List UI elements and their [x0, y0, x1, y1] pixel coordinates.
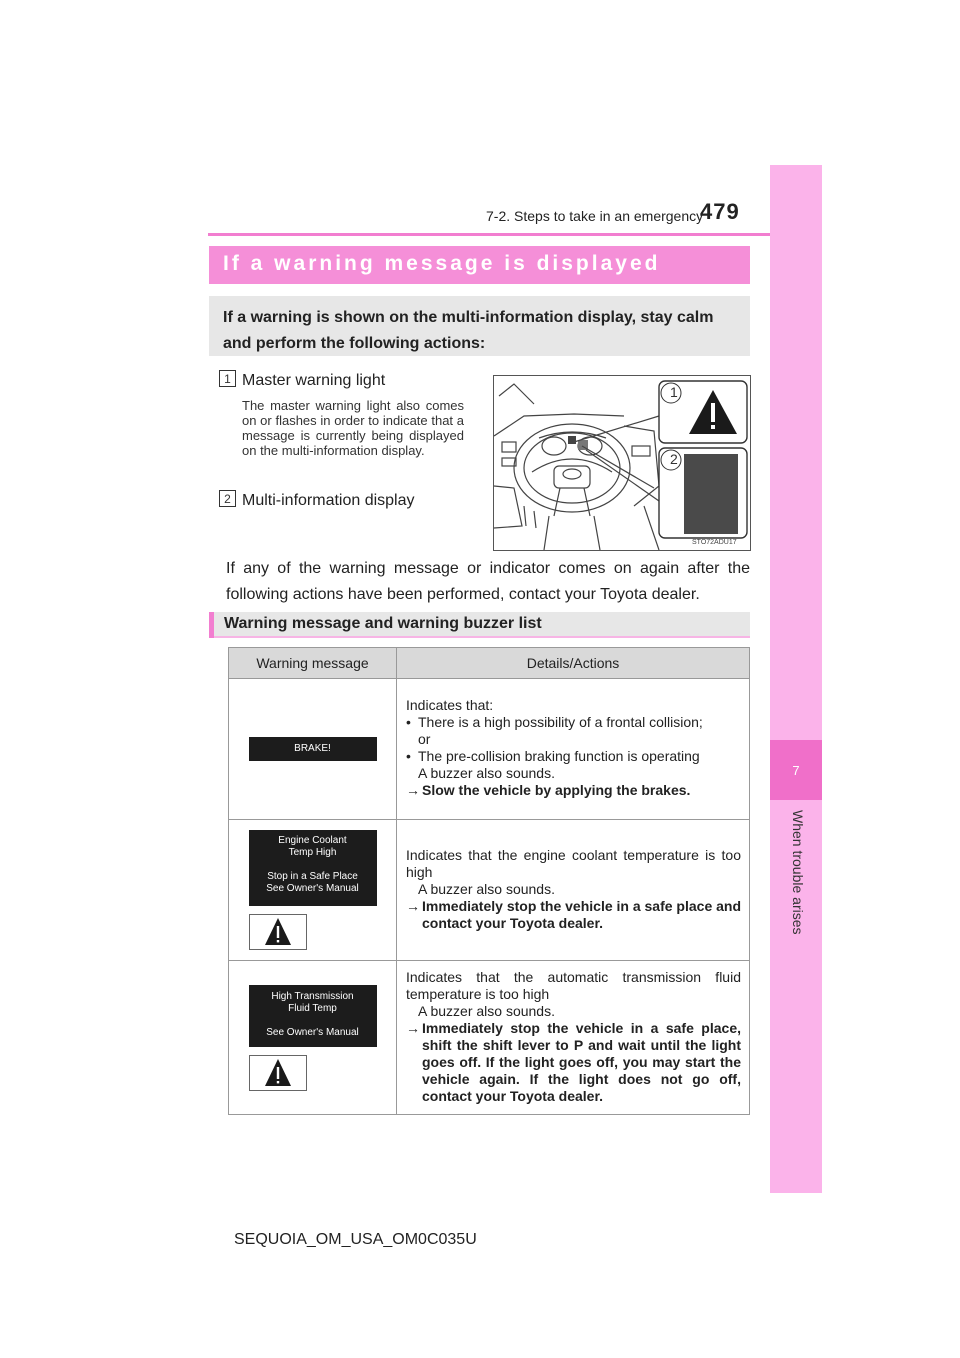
details-cell: [397, 820, 750, 961]
column-header: Warning message: [229, 648, 397, 679]
message-cell: [229, 679, 397, 820]
callout-number: 2: [670, 451, 678, 467]
message-line: Temp High: [288, 847, 337, 858]
arrow-icon: →: [406, 1019, 420, 1036]
message-line: See Owner's Manual: [266, 883, 359, 894]
column-header: Details/Actions: [397, 648, 750, 679]
message-cell: [229, 820, 397, 961]
message-cell: [229, 961, 397, 1115]
message-line: BRAKE!: [294, 743, 331, 754]
item-number-badge: 2: [219, 490, 236, 507]
message-line: Fluid Temp: [288, 1002, 337, 1014]
header-rule: [208, 233, 822, 236]
message-line: See Owner's Manual: [266, 1026, 359, 1038]
arrow-icon: →: [406, 782, 420, 798]
illustration-code: STO72ADU17: [692, 539, 737, 546]
buzzer-note: A buzzer also sounds.: [418, 880, 555, 897]
table-row: [229, 961, 750, 1115]
details-text: Indicates that the engine coolant temperature is too high: [406, 846, 741, 880]
dashboard-illustration: [493, 375, 751, 551]
section-label: 7-2. Steps to take in an emergency: [486, 208, 704, 224]
master-warning-icon: [249, 914, 307, 950]
document-code: SEQUOIA_OM_USA_OM0C035U: [234, 1231, 477, 1248]
chapter-title: When trouble arises: [790, 810, 806, 935]
details-intro: Indicates that:: [406, 697, 494, 713]
action-line: [406, 898, 741, 932]
details-cell: [397, 961, 750, 1115]
arrow-icon: →: [406, 897, 420, 914]
item-title: Multi-information display: [242, 492, 415, 509]
buzzer-note: A buzzer also sounds.: [418, 1002, 555, 1019]
bullet-continuation: or: [418, 731, 431, 747]
warning-message-display: [249, 737, 377, 761]
action-text: Slow the vehicle by applying the brakes.: [422, 782, 691, 798]
table-header-row: [229, 648, 750, 679]
buzzer-note: A buzzer also sounds.: [418, 765, 555, 781]
page-title: If a warning message is displayed: [209, 246, 750, 284]
item-description: The master warning light also comes on or flashes in order to indicate that a message is currently being displayed on the multi-information display.: [242, 398, 464, 458]
message-line: Stop in a Safe Place: [267, 871, 358, 882]
table-row: [229, 679, 750, 820]
table-row: [229, 820, 750, 961]
subheading: Warning message and warning buzzer list: [214, 612, 750, 638]
message-line: [251, 1015, 375, 1027]
page-number: 479: [700, 199, 740, 224]
intro-box: If a warning is shown on the multi-information display, stay calm and perform the following actions:: [209, 296, 750, 356]
warning-table: [228, 647, 750, 1115]
bullet-item: • The pre-collision braking function is operating: [406, 748, 700, 764]
chapter-number: 7: [770, 740, 822, 800]
bullet-text: The pre-collision braking function is operating: [418, 748, 700, 764]
body-paragraph: If any of the warning message or indicator comes on again after the following actions have been performed, contact your Toyota dealer.: [226, 560, 750, 603]
item-number-badge: 1: [219, 370, 236, 387]
message-line: High Transmission: [271, 990, 354, 1002]
warning-message-display: [249, 985, 377, 1047]
bullet-text: There is a high possibility of a frontal collision;: [418, 714, 703, 730]
action-text: Immediately stop the vehicle in a safe place, shift the shift lever to P and wait until the light goes off. If the light goes off, you may start the vehicle again. If the light does not go off, contact your Toyota dealer.: [422, 1019, 741, 1104]
details-text: Indicates that the automatic transmission fluid temperature is too high: [406, 968, 741, 1002]
message-line: Engine Coolant: [278, 835, 347, 846]
message-line: [251, 859, 375, 871]
warning-message-display: [249, 830, 377, 906]
master-warning-icon: [249, 1055, 307, 1091]
item-title: Master warning light: [242, 372, 386, 389]
bullet-item: • There is a high possibility of a frontal collision;: [406, 714, 703, 730]
action-line: [406, 782, 741, 799]
details-cell: [397, 679, 750, 820]
callout-number: 1: [670, 384, 678, 400]
action-line: [406, 1020, 741, 1105]
side-tab: [770, 165, 822, 1193]
dashboard-drawing: [494, 376, 750, 550]
action-text: Immediately stop the vehicle in a safe place and contact your Toyota dealer.: [422, 897, 742, 931]
